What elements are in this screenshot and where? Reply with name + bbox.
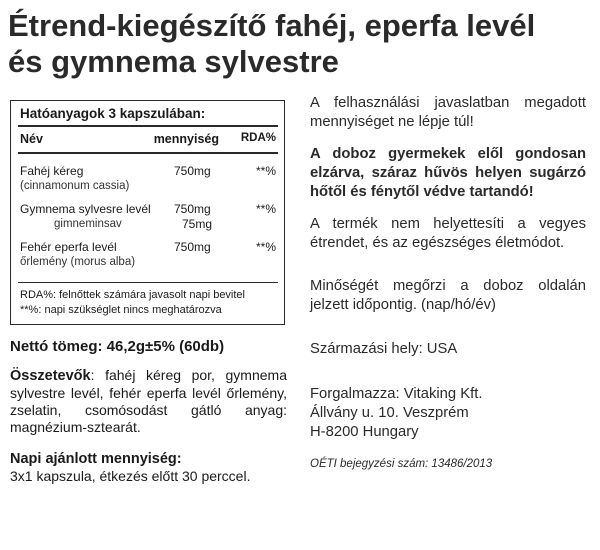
note-rda: RDA%: felnőttek számára javasolt napi bevitel bbox=[20, 289, 245, 301]
ingredient-amount: 750mg bbox=[174, 240, 211, 254]
composition-text: : fahéj kéreg por, gymnema sylvestre levél, fehér eperfa levél őrlemény, zselatin, csomósodást gátló anyag: magnézium-sztearát. bbox=[10, 367, 287, 435]
net-weight: Nettó tömeg: 46,2g±5% (60db) bbox=[10, 338, 225, 355]
warning-diet: A termék nem helyettesíti a vegyes étrendet, és az egészséges életmódot. bbox=[310, 216, 586, 251]
note-unspecified: **%: napi szükséglet nincs meghatározva bbox=[20, 304, 222, 316]
column-headers bbox=[20, 127, 276, 152]
distributor-country: H-8200 Hungary bbox=[310, 424, 419, 440]
left-column bbox=[10, 100, 287, 485]
table-row bbox=[20, 232, 276, 282]
right-column bbox=[310, 94, 586, 470]
ingredient-sub: gimneminsav bbox=[54, 218, 122, 230]
best-before: Minőségét megőrzi a doboz oldalán jelzett időpontig. (nap/hó/év) bbox=[310, 278, 586, 313]
ingredients-table bbox=[10, 100, 285, 325]
table-row bbox=[20, 194, 276, 232]
table-notes bbox=[20, 283, 276, 324]
composition-label: Összetevők bbox=[10, 368, 91, 384]
title-line-2: és gymnema sylvestre bbox=[8, 44, 339, 79]
ingredient-name: Fahéj kéreg bbox=[20, 164, 84, 178]
dosage-text: 3x1 kapszula, étkezés előtt 30 perccel. bbox=[10, 468, 251, 484]
page-title bbox=[8, 8, 593, 80]
dosage bbox=[10, 450, 287, 485]
registration-number: OÉTI bejegyzési szám: 13486/2013 bbox=[310, 458, 493, 470]
ingredient-sub: őrlemény (morus alba) bbox=[20, 256, 136, 268]
distributor-name: Forgalmazza: Vitaking Kft. bbox=[310, 386, 483, 402]
dosage-label: Napi ajánlott mennyiség: bbox=[10, 451, 182, 467]
title-line-1: Étrend-kiegészítő fahéj, eperfa levél bbox=[8, 8, 536, 43]
ingredient-rda: **% bbox=[255, 164, 276, 178]
table-row bbox=[20, 154, 276, 194]
table-header: Hatóanyagok 3 kapszulában: bbox=[20, 106, 206, 121]
ingredient-name: Fehér eperfa levél bbox=[20, 240, 117, 254]
ingredient-rda: **% bbox=[255, 240, 276, 254]
ingredient-sub: (cinnamonum cassia) bbox=[20, 180, 130, 192]
ingredient-amount-secondary: 75mg bbox=[182, 217, 213, 231]
distributor-address: Állvány u. 10. Veszprém bbox=[310, 405, 469, 421]
composition bbox=[10, 367, 287, 436]
column-header-amount: mennyiség bbox=[153, 132, 219, 146]
ingredient-amount: 750mg bbox=[174, 202, 211, 216]
warning-storage: A doboz gyermekek elől gondosan elzárva, száraz hűvös helyen sugárzó hőtől és fénytől védve tartandó! bbox=[310, 146, 586, 200]
ingredient-amount: 750mg bbox=[174, 164, 211, 178]
column-header-name: Név bbox=[20, 132, 43, 146]
distributor bbox=[310, 385, 586, 442]
warning-dosage: A felhasználási javaslatban megadott mennyiséget ne lépje túl! bbox=[310, 95, 586, 130]
origin: Származási hely: USA bbox=[310, 341, 458, 357]
ingredient-rda: **% bbox=[255, 202, 276, 216]
ingredient-name: Gymnema sylvesre levél bbox=[20, 202, 151, 216]
column-header-rda: RDA% bbox=[240, 132, 276, 144]
